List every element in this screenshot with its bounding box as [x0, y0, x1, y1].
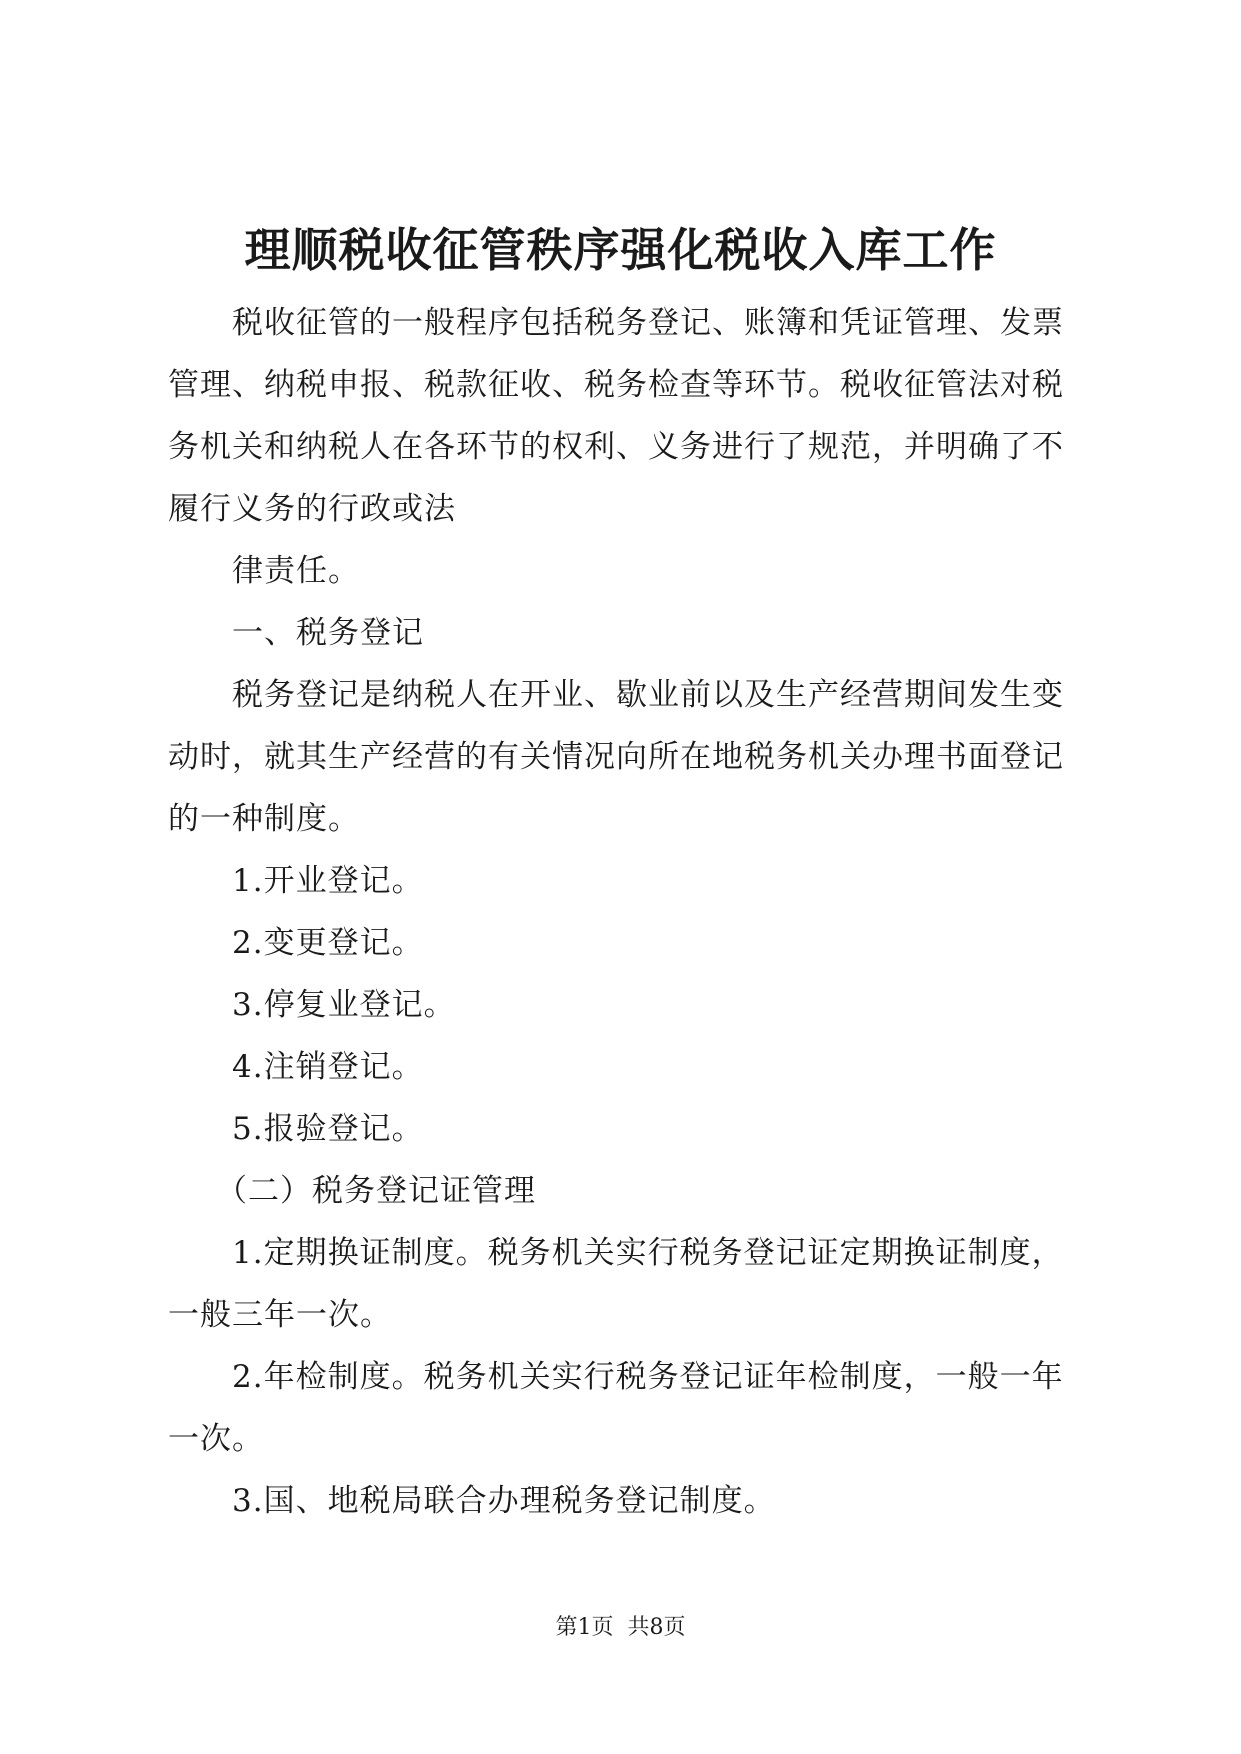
list-item: 2.年检制度。税务机关实行税务登记证年检制度，一般一年一次。 — [168, 1359, 1064, 1457]
document-title: 理顺税收征管秩序强化税收入库工作 — [244, 223, 997, 277]
list-item: 1.定期换证制度。税务机关实行税务登记证定期换证制度，一般三年一次。 — [168, 1235, 1064, 1333]
list-item: 3.国、地税局联合办理税务登记制度。 — [232, 1483, 776, 1519]
section-heading-tax-registration: 一、税务登记 — [232, 615, 424, 651]
page-footer — [0, 1614, 1241, 1642]
document-body — [168, 292, 1088, 1532]
page-number-label: 第1页 共8页 — [555, 1615, 686, 1640]
paragraph-intro: 税收征管的一般程序包括税务登记、账簿和凭证管理、发票管理、纳税申报、税款征收、税务检查等环节。税收征管法对税务机关和纳税人在各环节的权利、义务进行了规范，并明确了不履行义务的行政或法 — [168, 305, 1064, 527]
paragraph-tax-registration-definition: 税务登记是纳税人在开业、歇业前以及生产经营期间发生变动时，就其生产经营的有关情况向所在地税务机关办理书面登记的一种制度。 — [168, 677, 1064, 837]
list-item: 1.开业登记。 — [232, 863, 424, 899]
list-item: 5.报验登记。 — [232, 1111, 424, 1147]
list-item: 2.变更登记。 — [232, 925, 424, 961]
list-item: 3.停复业登记。 — [232, 987, 456, 1023]
section-heading-certificate-management: （二）税务登记证管理 — [216, 1173, 536, 1209]
list-item: 4.注销登记。 — [232, 1049, 424, 1085]
paragraph-intro-continued: 律责任。 — [232, 553, 360, 589]
